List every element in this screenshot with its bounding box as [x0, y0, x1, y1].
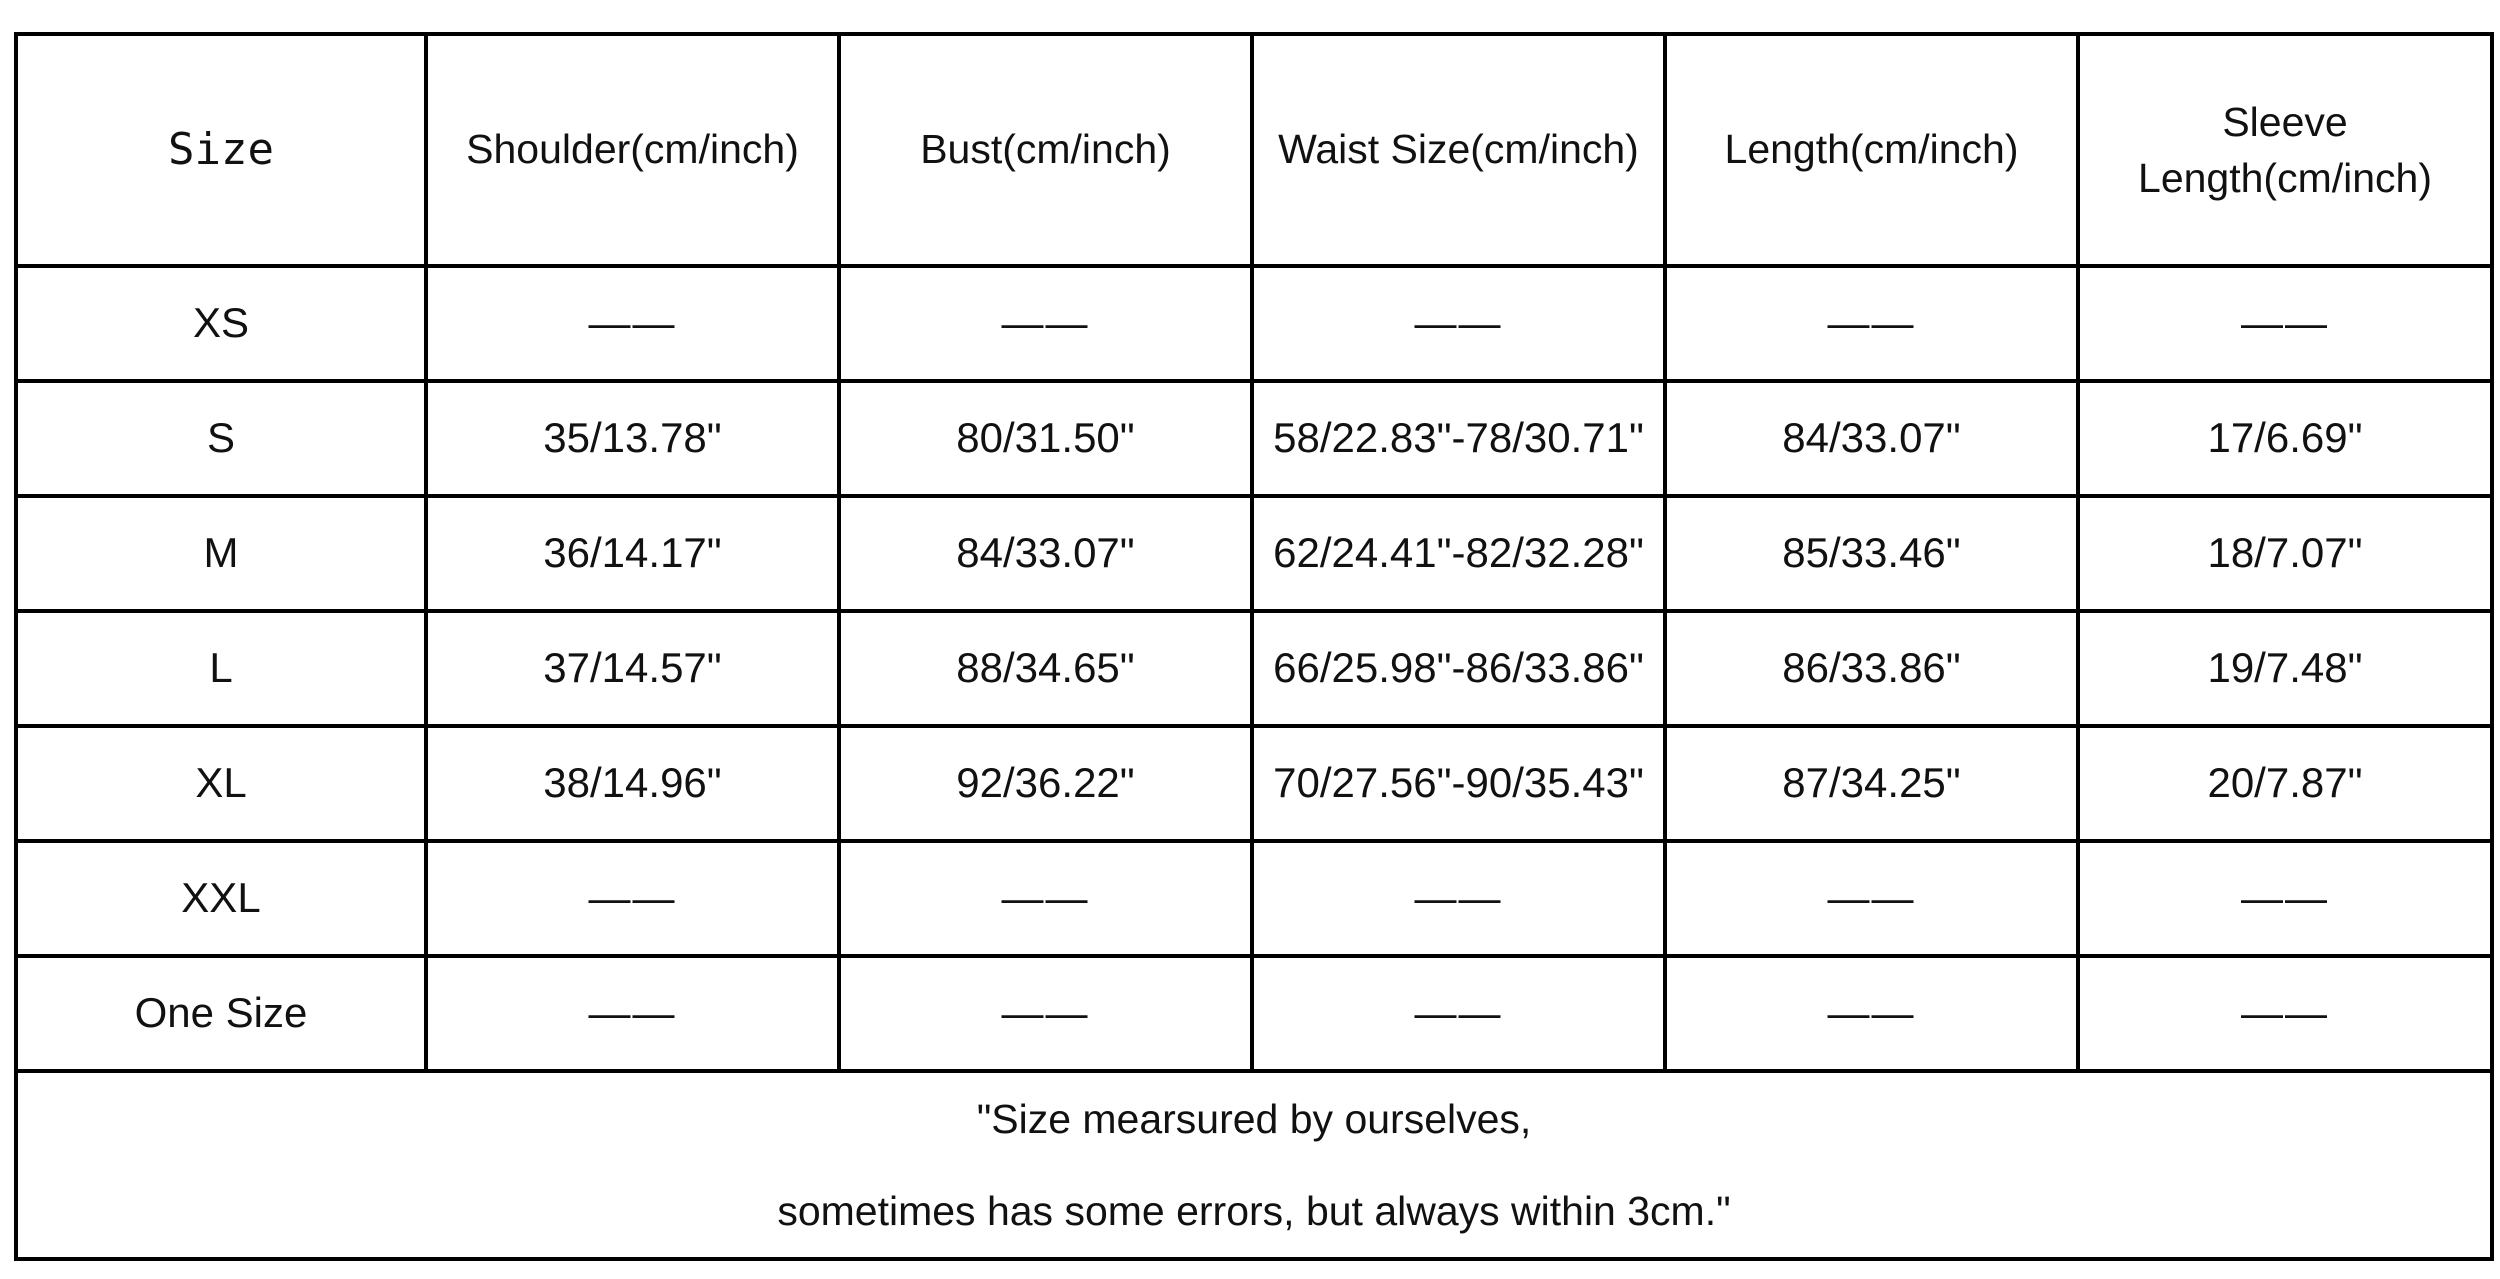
cell-shoulder: —— [426, 956, 839, 1071]
cell-length: 85/33.46" [1665, 496, 2078, 611]
header-size: Size [16, 34, 426, 266]
cell-size: XL [16, 726, 426, 841]
cell-sleeve-length: —— [2078, 841, 2492, 956]
cell-length: —— [1665, 841, 2078, 956]
cell-shoulder: 38/14.96" [426, 726, 839, 841]
cell-length: —— [1665, 956, 2078, 1071]
header-sleeve-line1: Sleeve [2222, 99, 2348, 145]
table-row-one-size [16, 956, 2492, 1071]
cell-waist-size: 58/22.83"-78/30.71" [1252, 381, 1665, 496]
cell-sleeve-length: —— [2078, 266, 2492, 381]
note-line-2: sometimes has some errors, but always within 3cm." [777, 1188, 1731, 1234]
header-waist-size: Waist Size(cm/inch) [1252, 34, 1665, 266]
cell-length: —— [1665, 266, 2078, 381]
note-line-1: "Size mearsured by ourselves, [976, 1096, 1532, 1142]
table-row-m [16, 496, 2492, 611]
cell-waist-size: —— [1252, 266, 1665, 381]
cell-sleeve-length: 17/6.69" [2078, 381, 2492, 496]
table-row-s [16, 381, 2492, 496]
cell-bust: 88/34.65" [839, 611, 1252, 726]
table-header-row [16, 34, 2492, 266]
cell-length: 86/33.86" [1665, 611, 2078, 726]
cell-size: One Size [16, 956, 426, 1071]
cell-sleeve-length: —— [2078, 956, 2492, 1071]
cell-length: 84/33.07" [1665, 381, 2078, 496]
table-row-l [16, 611, 2492, 726]
cell-sleeve-length: 18/7.07" [2078, 496, 2492, 611]
cell-bust: —— [839, 841, 1252, 956]
cell-shoulder: —— [426, 841, 839, 956]
cell-bust: —— [839, 266, 1252, 381]
cell-bust: 80/31.50" [839, 381, 1252, 496]
cell-sleeve-length: 20/7.87" [2078, 726, 2492, 841]
cell-size: S [16, 381, 426, 496]
table-row-xxl [16, 841, 2492, 956]
cell-size: M [16, 496, 426, 611]
cell-waist-size: —— [1252, 841, 1665, 956]
header-shoulder: Shoulder(cm/inch) [426, 34, 839, 266]
cell-size: XS [16, 266, 426, 381]
cell-sleeve-length: 19/7.48" [2078, 611, 2492, 726]
table-note-row [16, 1071, 2492, 1259]
cell-bust: 84/33.07" [839, 496, 1252, 611]
cell-waist-size: 70/27.56"-90/35.43" [1252, 726, 1665, 841]
cell-size: L [16, 611, 426, 726]
cell-size: XXL [16, 841, 426, 956]
cell-bust: —— [839, 956, 1252, 1071]
cell-shoulder: 37/14.57" [426, 611, 839, 726]
table-row-xl [16, 726, 2492, 841]
cell-waist-size: 66/25.98"-86/33.86" [1252, 611, 1665, 726]
cell-shoulder: 36/14.17" [426, 496, 839, 611]
cell-bust: 92/36.22" [839, 726, 1252, 841]
header-length: Length(cm/inch) [1665, 34, 2078, 266]
cell-waist-size: —— [1252, 956, 1665, 1071]
size-chart-table [14, 32, 2494, 1261]
cell-length: 87/34.25" [1665, 726, 2078, 841]
header-sleeve-line2: Length(cm/inch) [2138, 155, 2432, 201]
cell-waist-size: 62/24.41"-82/32.28" [1252, 496, 1665, 611]
cell-shoulder: 35/13.78" [426, 381, 839, 496]
measurement-note [16, 1071, 2492, 1259]
header-sleeve-length [2078, 34, 2492, 266]
cell-shoulder: —— [426, 266, 839, 381]
table-row-xs [16, 266, 2492, 381]
header-bust: Bust(cm/inch) [839, 34, 1252, 266]
